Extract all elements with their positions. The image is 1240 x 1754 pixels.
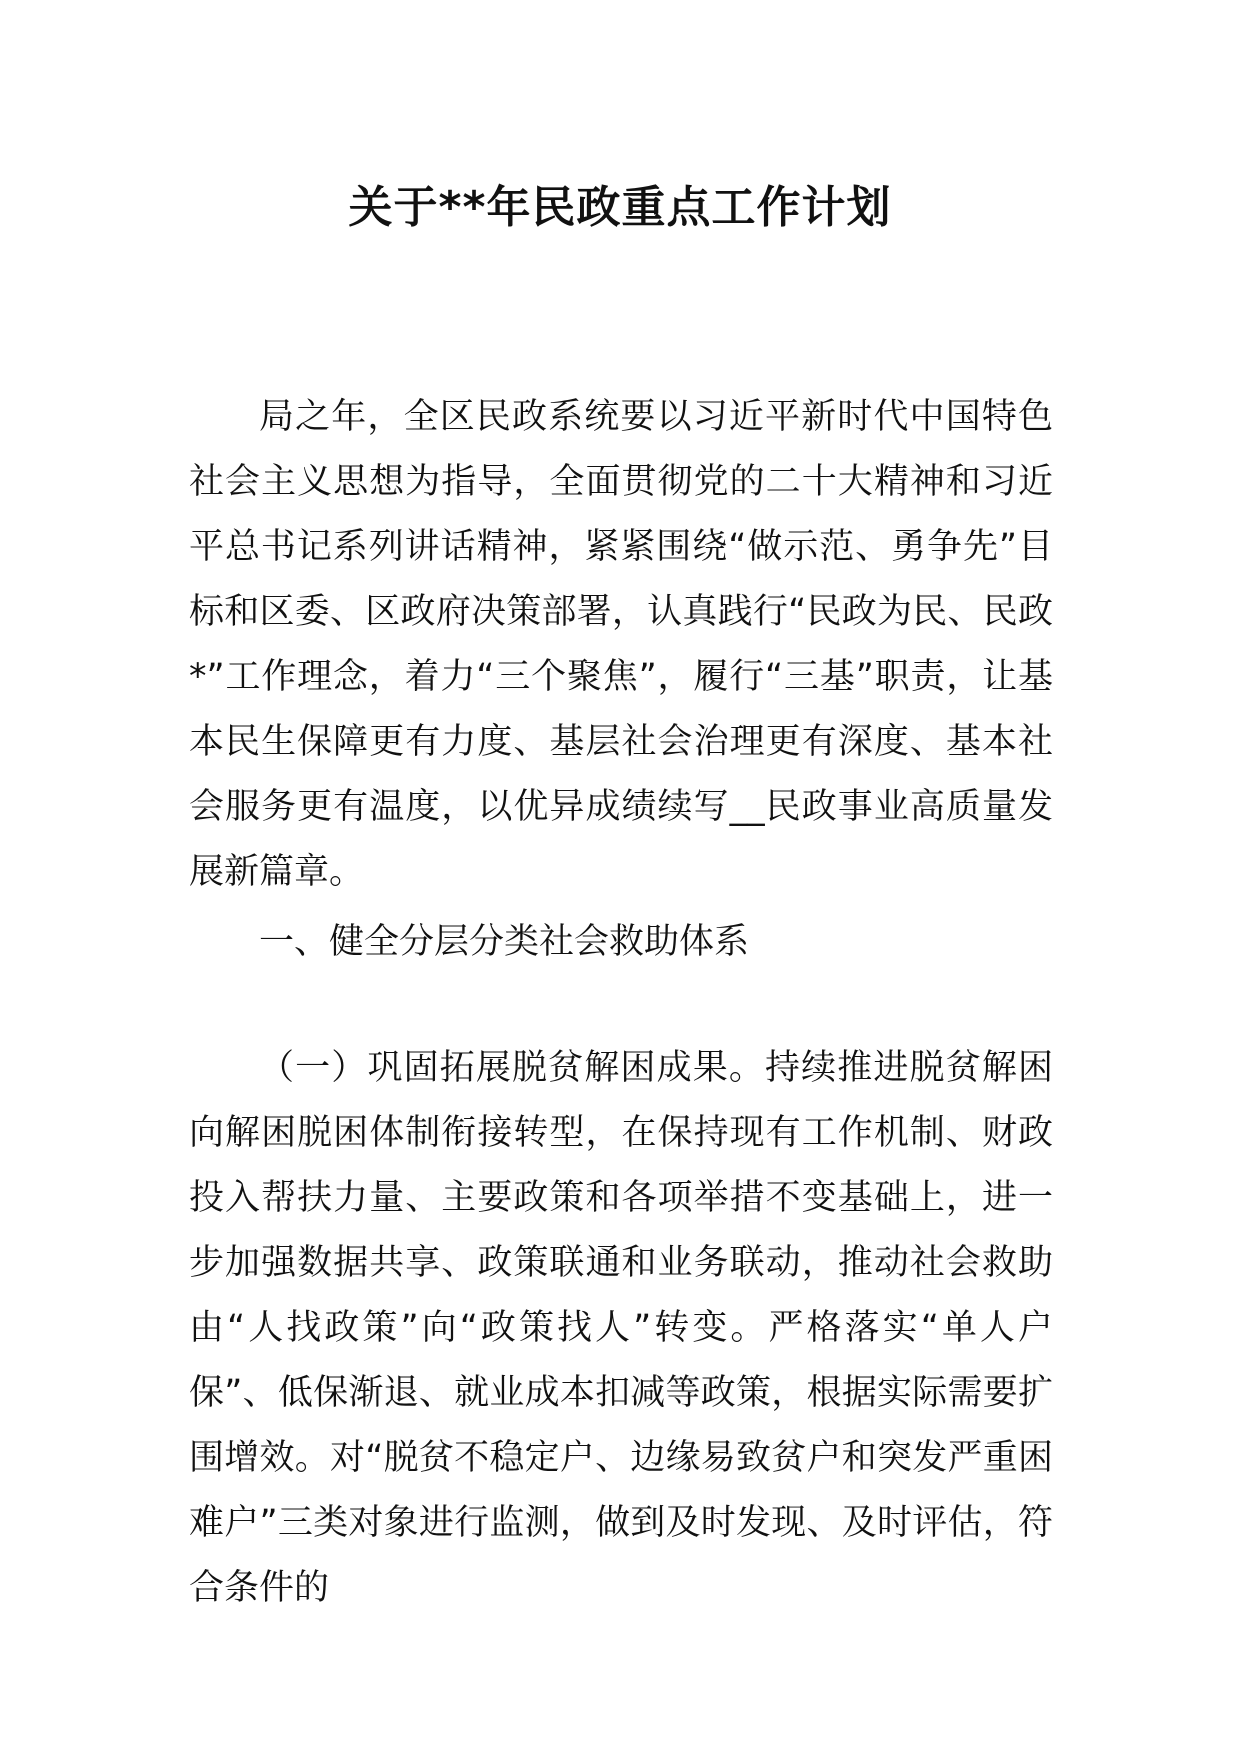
section-heading: 一、健全分层分类社会救助体系 [259, 922, 750, 962]
intro-paragraph: 局之年，全区民政系统要以习近平新时代中国特色社会主义思想为指导，全面贯彻党的二十大精神和习近平总书记系列讲话精神，紧紧围绕“做示范、勇争先”目标和区委、区政府决策部署，认真践行“民政为民、民政*”工作理念，着力“三个聚焦”，履行“三基”职责，让基本民生保障更有力度、基层社会治理更有深度、基本社会服务更有温度，以优异成绩续写__民政事业高质量发展新篇章。 [189, 397, 1053, 892]
section-paragraph: （一）巩固拓展脱贫解困成果。持续推进脱贫解困向解困脱困体制衔接转型，在保持现有工作机制、财政投入帮扶力量、主要政策和各项举措不变基础上，进一步加强数据共享、政策联通和业务联动，推动社会救助由“人找政策”向“政策找人”转变。严格落实“单人户保”、低保渐退、就业成本扣减等政策，根据实际需要扩围增效。对“脱贫不稳定户、边缘易致贫户和突发严重困难户”三类对象进行监测，做到及时发现、及时评估，符合条件的 [189, 1048, 1053, 1608]
document-title: 关于**年民政重点工作计划 [348, 182, 892, 233]
